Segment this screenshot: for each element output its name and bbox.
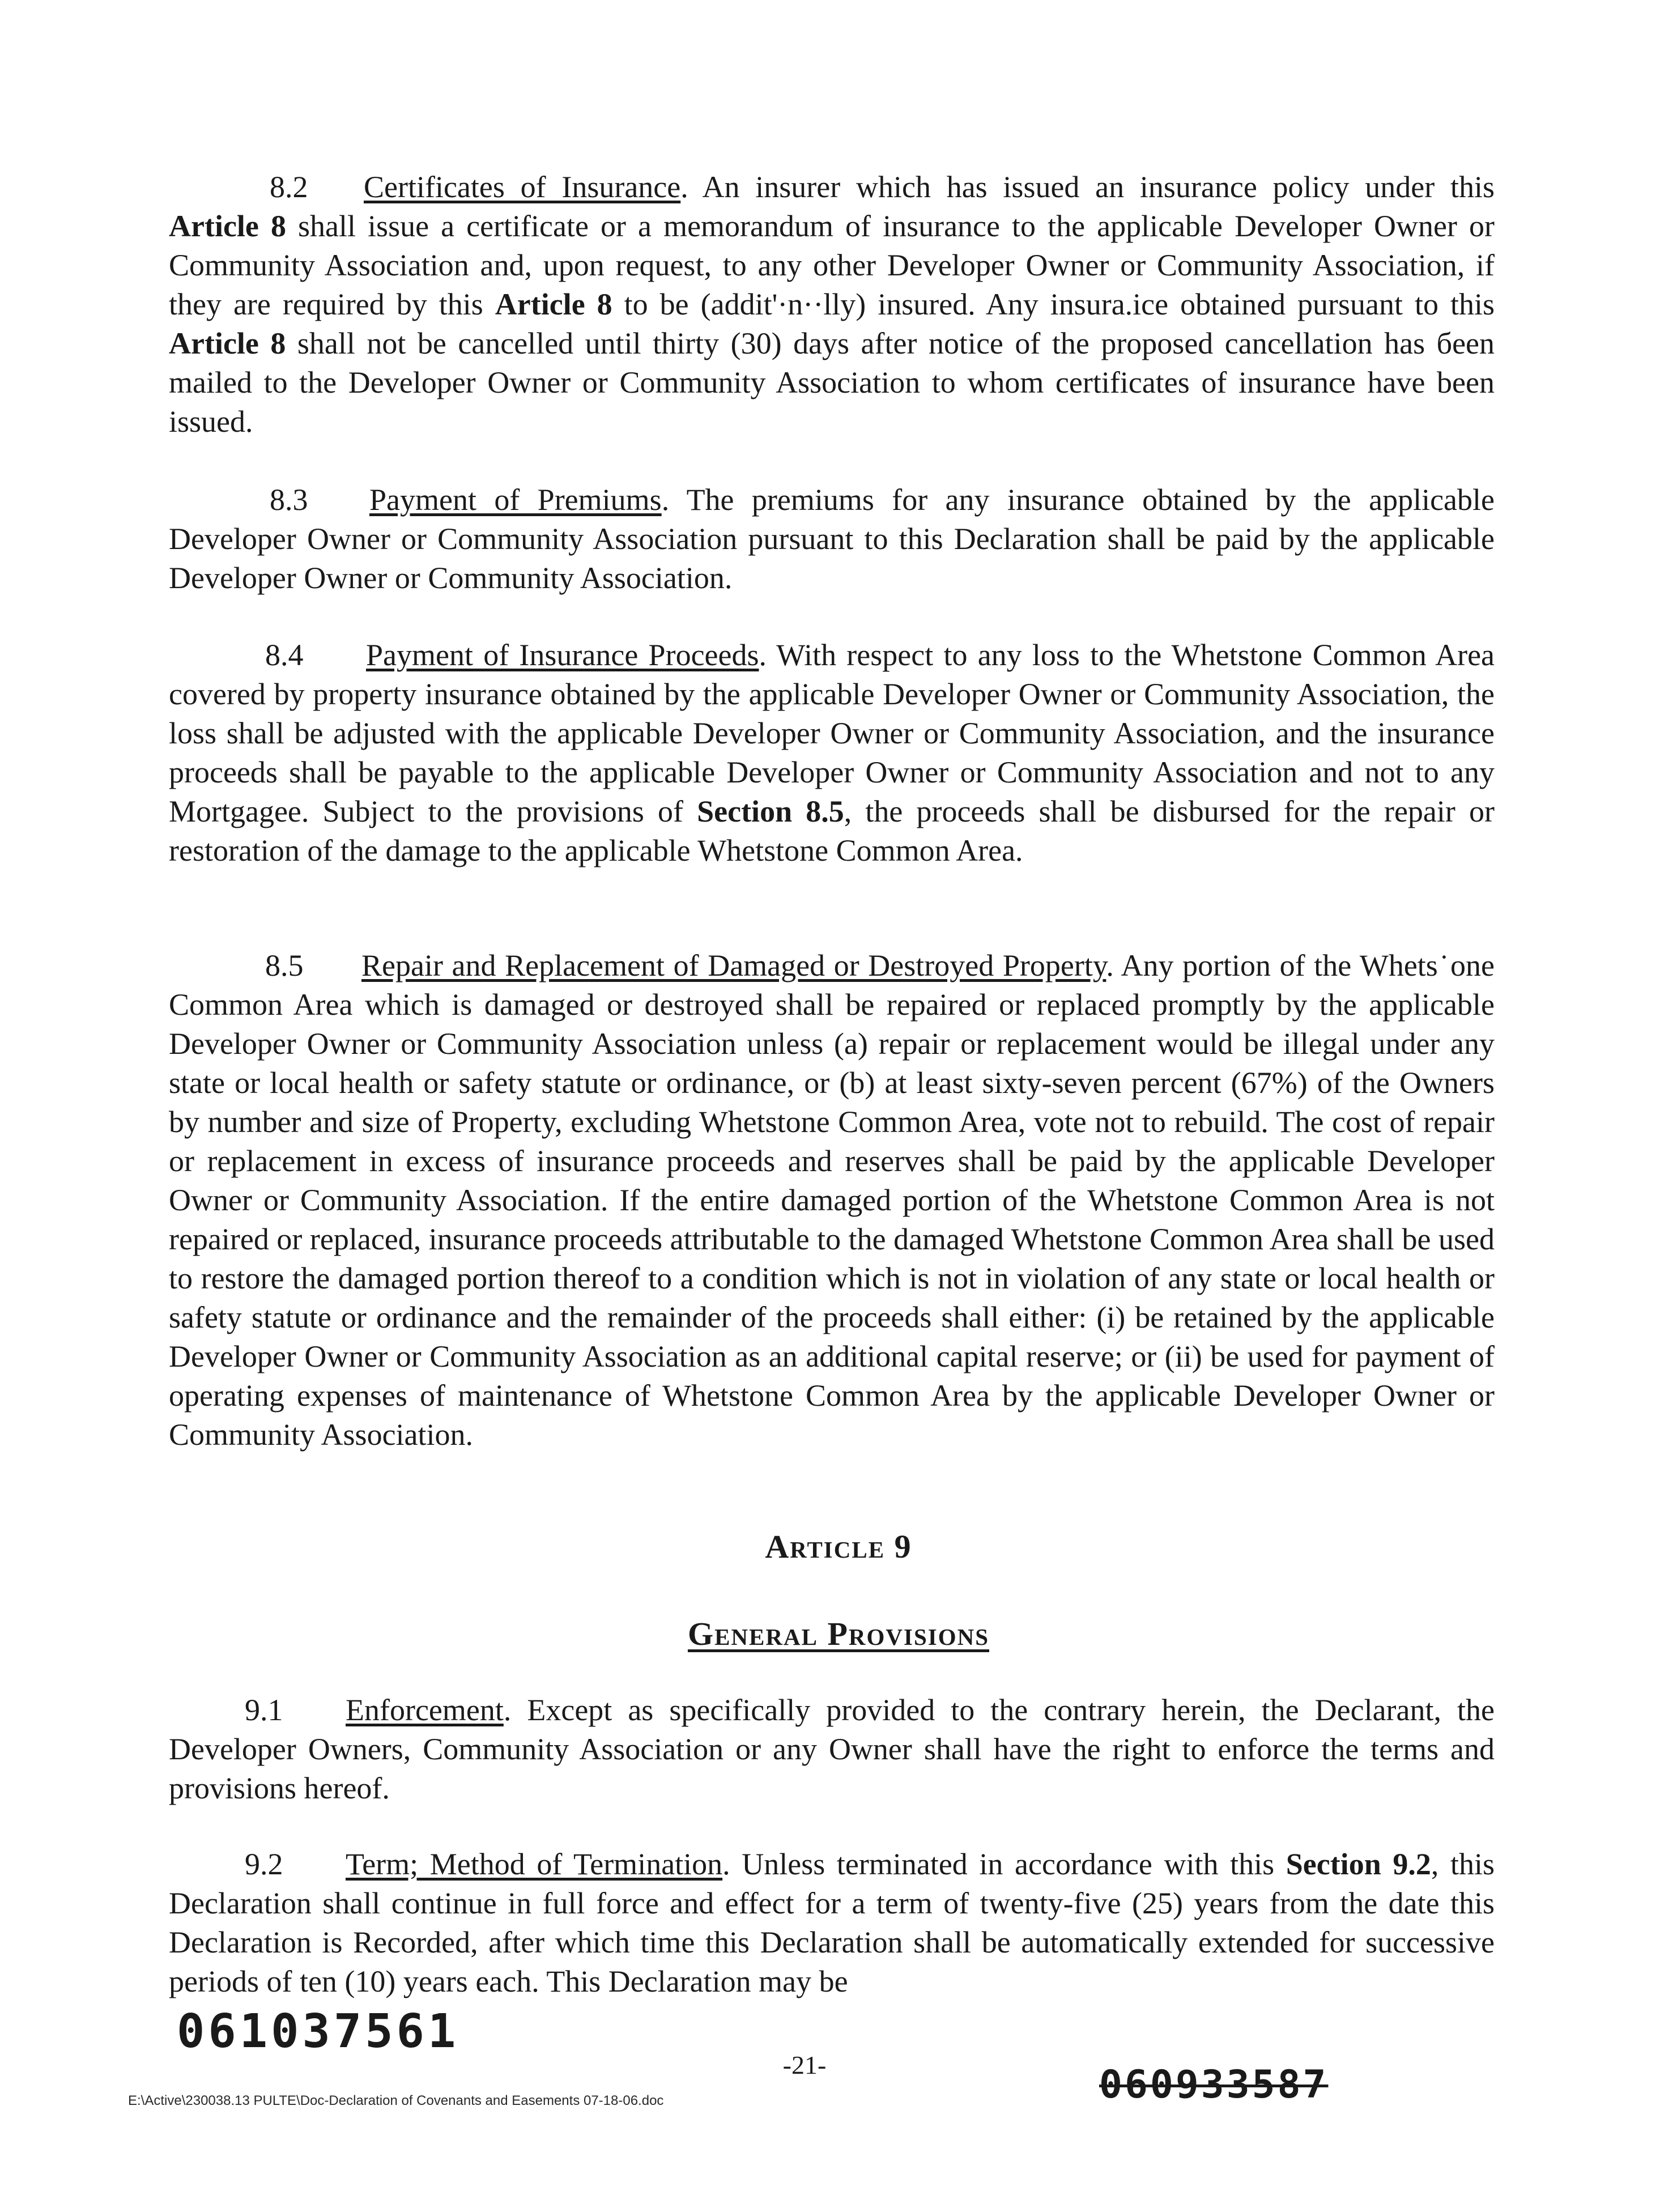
article-heading: Article 9	[765, 1528, 912, 1565]
section-8-3	[169, 480, 1495, 598]
page-number: -21-	[782, 2051, 827, 2079]
section-title: Certificates of Insurance	[364, 170, 681, 204]
section-text: , the proceeds shall be disbursed for the repair or restoration of the damage to the applicable Whetstone Common Area.	[169, 794, 1495, 867]
section-8-5	[169, 946, 1495, 1454]
section-number: 9.2	[245, 1847, 283, 1881]
section-text: . Unless terminated in accordance with this	[722, 1847, 1286, 1881]
article-reference: Article 8	[169, 209, 286, 243]
section-reference: Section 9.2	[1286, 1847, 1431, 1881]
section-title: Repair and Replacement of Damaged or Destroyed Property	[361, 948, 1106, 982]
recording-doc-number: 061037561	[177, 2005, 459, 2058]
section-number: 8.4	[265, 638, 304, 672]
section-text: , this Declaration shall continue in full force and effect for a term of twenty-five (25) years from the date this Declaration is Recorded, after which time this Declaration shall be automatically extended for successive periods of ten (10) years each. This Declaration may be	[169, 1847, 1495, 1998]
article-subheading: General Provisions	[687, 1615, 990, 1652]
section-title: Payment of Insurance Proceeds	[366, 638, 759, 672]
section-8-4	[169, 636, 1495, 870]
section-text: . The premiums for any insurance obtained by the applicable Developer Owner or Community Association pursuant to this Declaration shall be paid by the applicable Developer Owner or Community Association.	[169, 483, 1495, 595]
section-number: 8.5	[265, 948, 304, 982]
section-9-1	[169, 1691, 1495, 1808]
section-8-2	[169, 168, 1495, 441]
section-title: Term; Method of Termination	[346, 1847, 723, 1881]
section-number: 8.2	[270, 170, 308, 204]
section-text: . Except as specifically provided to the contrary herein, the Declarant, the Developer Owners, Community Association or any Owner shall have the right to enforce the terms and provisions hereof.	[169, 1693, 1495, 1805]
section-text: . Any portion of the Whets˙one Common Area which is damaged or destroyed shall be repaired or replaced promptly by the applicable Developer Owner or Community Association unless (a) repair or replacement would be illegal under any state or local health or safety statute or ordinance, or (b) at least sixty-seven percent (67%) of the Owners by number and size of Property, excluding Whetstone Common Area, vote not to rebuild. The cost of repair or replacement in excess of insurance proceeds and reserves shall be paid by the applicable Developer Owner or Community Association. If the entire damaged portion of the Whetstone Common Area is not repaired or replaced, insurance proceeds attributable to the damaged Whetstone Common Area shall be used to restore the damaged portion thereof to a condition which is not in violation of any state or local health or safety statute or ordinance and the remainder of the proceeds shall either: (i) be retained by the applicable Developer Owner or Community Association as an additional capital reserve; or (ii) be used for payment of operating expenses of maintenance of Whetstone Common Area by the applicable Developer Owner or Community Association.	[169, 948, 1495, 1452]
section-number: 8.3	[270, 483, 308, 517]
section-text: . With respect to any loss to the Whetstone Common Area covered by property insurance obtained by the applicable Developer Owner or Community Association, the loss shall be adjusted with the applicable Developer Owner or Community Association, and the insurance proceeds shall be payable to the applicable Developer Owner or Community Association and not to any Mortgagee. Subject to the provisions of	[169, 638, 1495, 828]
section-title: Payment of Premiums	[369, 483, 662, 517]
article-reference: Article 8	[169, 326, 286, 360]
section-9-2	[169, 1845, 1495, 2001]
section-text: shall not be cancelled until thirty (30) days after notice of the proposed cancellation has бeen mailed to the Developer Owner or Community Association to whom certificates of insurance have been issued.	[169, 326, 1495, 439]
section-title: Enforcement	[346, 1693, 504, 1727]
section-text: to be (addit'·n··lly) insured. Any insura.ice obtained pursuant to this	[612, 287, 1495, 321]
struck-doc-number: 060933587	[1099, 2062, 1329, 2107]
section-number: 9.1	[245, 1693, 283, 1727]
section-text: . An insurer which has issued an insurance policy under this	[680, 170, 1495, 204]
article-reference: Article 8	[495, 287, 612, 321]
section-text: shall issue a certificate or a memorandum of insurance to the applicable Developer Owner or Community Association and, upon request, to any other Developer Owner or Community Association, if they are required by this	[169, 209, 1495, 321]
section-reference: Section 8.5	[697, 794, 844, 828]
footer-file-path: E:\Active\230038.13 PULTE\Doc-Declaration of Covenants and Easements 07-18-06.doc	[128, 2093, 664, 2108]
